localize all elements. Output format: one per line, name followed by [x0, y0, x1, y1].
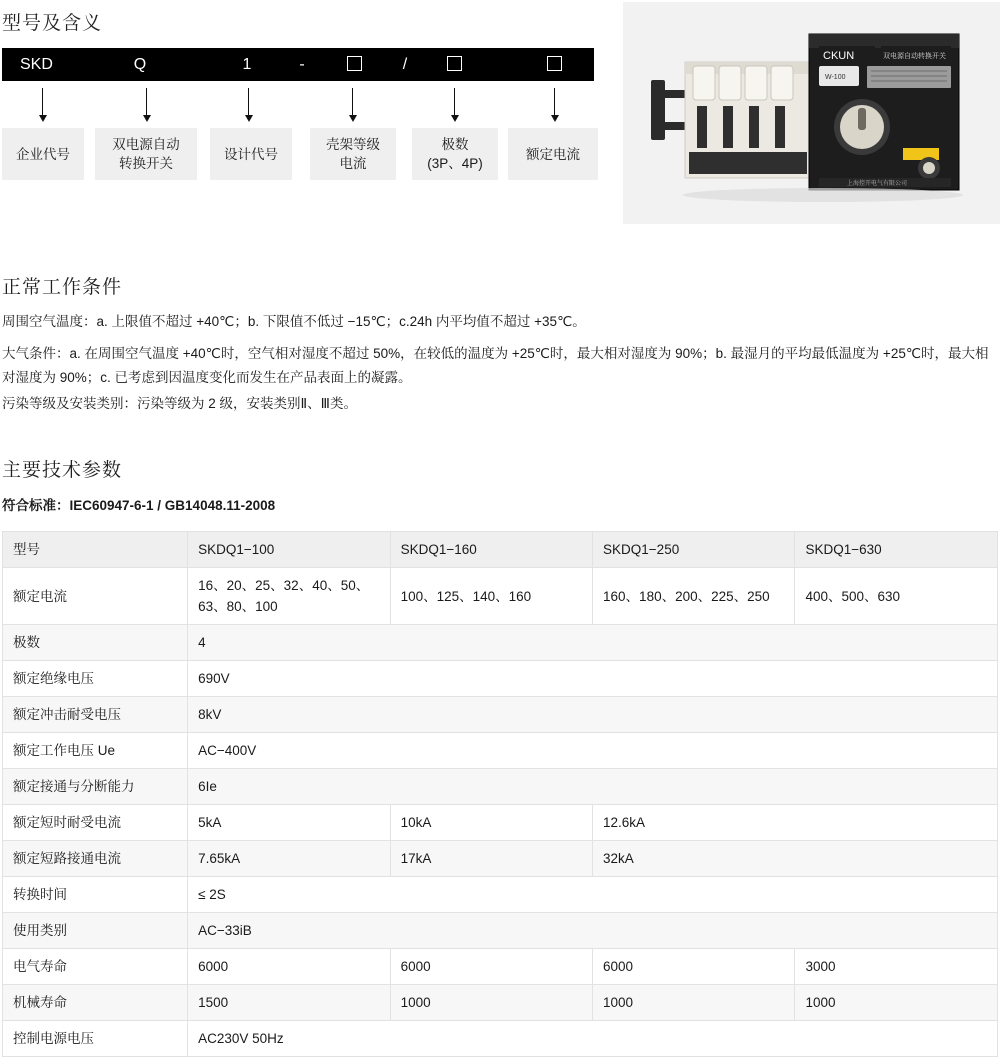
row-label-rated-current: 额定电流 [3, 568, 188, 625]
row-label-short-circuit-making: 额定短路接通电流 [3, 841, 188, 877]
cell-short-circuit-making-160: 17kA [390, 841, 592, 877]
conditions-para-2-wrap [2, 342, 998, 390]
cell-rated-current-160: 100、125、140、160 [390, 568, 592, 625]
table-row [3, 949, 998, 985]
table-row [3, 913, 998, 949]
product-photo [623, 2, 1000, 224]
table-row [3, 568, 998, 625]
table-row [3, 661, 998, 697]
specs-table [2, 531, 998, 1057]
cell-short-circuit-making-250-630: 32kA [593, 841, 998, 877]
table-row [3, 985, 998, 1021]
legend-transfer-switch-line1: 双电源自动 [112, 137, 180, 152]
row-label-insulation-voltage: 额定绝缘电压 [3, 661, 188, 697]
table-row [3, 1021, 998, 1057]
specs-section-header [2, 455, 998, 482]
cell-impulse-voltage-value: 8kV [188, 697, 998, 733]
row-label-making-breaking: 额定接通与分断能力 [3, 769, 188, 805]
conditions-para-2: 大气条件：a. 在周围空气温度 +40℃时，空气相对湿度不超过 50%，在较低的温度为 +25℃时，最大相对湿度为 90%；b. 最湿月的平均最低温度为 +25℃时，最大相对湿度为 90%；c. 已考虑到因温度变化而发生在产品表面上的凝露。 [2, 346, 989, 385]
arrow-5 [454, 88, 455, 116]
cell-making-breaking-value: 6Ie [188, 769, 998, 805]
cell-control-voltage-value: AC230V 50Hz [188, 1021, 998, 1057]
conditions-para-1-wrap [2, 310, 998, 334]
table-row [3, 697, 998, 733]
cell-short-time-current-160: 10kA [390, 805, 592, 841]
legend-poles [412, 128, 498, 180]
row-label-impulse-voltage: 额定冲击耐受电压 [3, 697, 188, 733]
row-label-poles: 极数 [3, 625, 188, 661]
cell-working-voltage-value: AC−400V [188, 733, 998, 769]
cell-mechanical-life-160: 1000 [390, 985, 592, 1021]
arrow-1 [42, 88, 43, 116]
table-row [3, 805, 998, 841]
legend-frame-current-line2: 电流 [339, 156, 367, 171]
cell-electrical-life-160: 6000 [390, 949, 592, 985]
row-label-short-time-current: 额定短时耐受电流 [3, 805, 188, 841]
code-part-dash: - [299, 56, 305, 73]
model-code-bar [2, 48, 594, 81]
cell-mechanical-life-100: 1500 [188, 985, 390, 1021]
cell-utilization-category-value: AC−33iB [188, 913, 998, 949]
conditions-section [2, 272, 998, 299]
cell-short-time-current-250-630: 12.6kA [593, 805, 998, 841]
cell-electrical-life-630: 3000 [795, 949, 998, 985]
box-glyph-current [547, 56, 562, 71]
code-part-q: Q [133, 56, 147, 73]
cell-short-circuit-making-100: 7.65kA [188, 841, 390, 877]
svg-text:双电源自动转换开关: 双电源自动转换开关 [883, 53, 946, 60]
legend-enterprise-code-label: 企业代号 [16, 146, 70, 162]
code-part-poles-box [424, 48, 484, 81]
code-part-current-box [524, 48, 584, 81]
svg-text:上海控开电气有限公司: 上海控开电气有限公司 [847, 181, 908, 187]
row-label-electrical-life: 电气寿命 [3, 949, 188, 985]
code-part-design: 1 [242, 56, 252, 73]
cell-electrical-life-250: 6000 [593, 949, 795, 985]
svg-text:CKUN: CKUN [823, 50, 855, 62]
table-row [3, 769, 998, 805]
legend-design-code-label: 设计代号 [224, 146, 278, 162]
row-label-control-voltage: 控制电源电压 [3, 1021, 188, 1057]
legend-frame-current-line1: 壳架等级 [326, 137, 380, 152]
row-label-working-voltage: 额定工作电压 Ue [3, 733, 188, 769]
conditions-title: 正常工作条件 [2, 277, 123, 298]
arrow-2 [146, 88, 147, 116]
header-cell-skdq1-250: SKDQ1−250 [593, 532, 795, 568]
legend-rated-current [508, 128, 598, 180]
conditions-para-1: 周围空气温度：a. 上限值不超过 +40℃；b. 下限值不低过 −15℃；c.24h 内平均值不超过 +35℃。 [2, 314, 586, 329]
specs-standard: 符合标准：IEC60947-6-1 / GB14048.11-2008 [2, 498, 276, 513]
row-label-utilization-category: 使用类别 [3, 913, 188, 949]
conditions-para-3: 污染等级及安装类别：污染等级为 2 级，安装类别Ⅱ、Ⅲ类。 [2, 396, 357, 411]
specs-standard-wrap [2, 494, 998, 518]
code-part-slash: / [402, 56, 408, 73]
legend-enterprise-code [2, 128, 84, 180]
legend-transfer-switch-line2: 转换开关 [119, 156, 173, 171]
arrow-4 [352, 88, 353, 116]
cell-mechanical-life-250: 1000 [593, 985, 795, 1021]
conditions-para-3-wrap [2, 392, 998, 416]
legend-frame-current [310, 128, 396, 180]
legend-poles-line1: 极数 [441, 137, 469, 152]
cell-insulation-voltage-value: 690V [188, 661, 998, 697]
table-row [3, 733, 998, 769]
table-header-row [3, 532, 998, 568]
header-cell-skdq1-100: SKDQ1−100 [188, 532, 390, 568]
code-part-enterprise: SKD [20, 56, 53, 73]
legend-rated-current-label: 额定电流 [526, 146, 580, 162]
product-photo-illustration [623, 2, 1000, 224]
row-label-transfer-time: 转换时间 [3, 877, 188, 913]
cell-mechanical-life-630: 1000 [795, 985, 998, 1021]
cell-short-time-current-100: 5kA [188, 805, 390, 841]
table-row [3, 625, 998, 661]
cell-rated-current-100: 16、20、25、32、40、50、63、80、100 [188, 568, 390, 625]
row-label-mechanical-life: 机械寿命 [3, 985, 188, 1021]
cell-rated-current-630: 400、500、630 [795, 568, 998, 625]
header-cell-skdq1-160: SKDQ1−160 [390, 532, 592, 568]
cell-transfer-time-value: ≤ 2S [188, 877, 998, 913]
legend-design-code [210, 128, 292, 180]
table-row [3, 877, 998, 913]
box-glyph-poles [447, 56, 462, 71]
arrow-6 [554, 88, 555, 116]
box-glyph-frame [347, 56, 362, 71]
cell-rated-current-250: 160、180、200、225、250 [593, 568, 795, 625]
model-section-title: 型号及含义 [2, 13, 103, 34]
header-cell-skdq1-630: SKDQ1−630 [795, 532, 998, 568]
table-row [3, 841, 998, 877]
svg-text:W-100: W-100 [825, 74, 846, 81]
specs-title: 主要技术参数 [2, 460, 123, 481]
legend-transfer-switch [95, 128, 197, 180]
header-cell-model: 型号 [3, 532, 188, 568]
legend-poles-line2: (3P、4P) [427, 156, 483, 171]
cell-poles-value: 4 [188, 625, 998, 661]
cell-electrical-life-100: 6000 [188, 949, 390, 985]
arrow-3 [248, 88, 249, 116]
